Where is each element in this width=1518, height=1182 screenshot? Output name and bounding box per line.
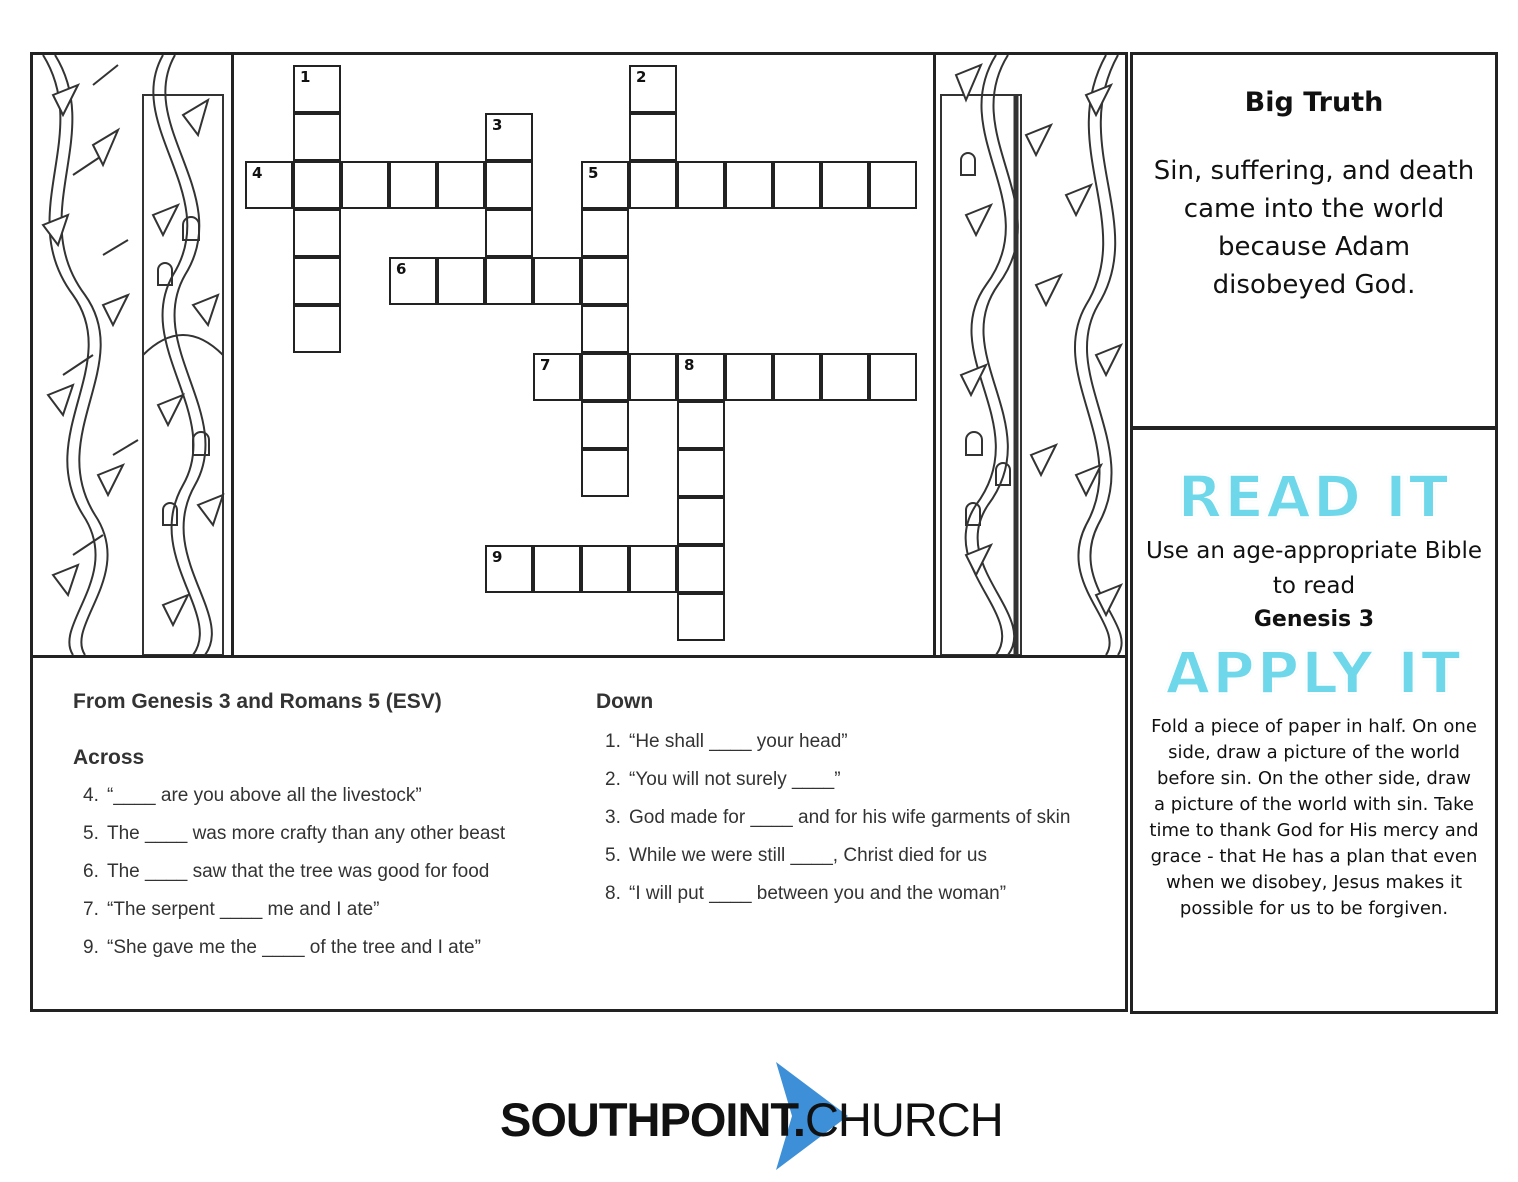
crossword-cell[interactable] [485, 161, 533, 209]
crossword-cell[interactable] [437, 161, 485, 209]
logo-dot: . [792, 1093, 805, 1146]
crossword-cell[interactable] [581, 353, 629, 401]
clue-number: 6 [396, 260, 407, 278]
list-item: 8. “I will put ____ between you and the woman” [605, 883, 1007, 904]
apply-it-text: Fold a piece of paper in half. On one side, draw a picture of the world before sin. On the other side, draw a picture of the world with sin. Take time to thank God for His mercy and grace - that He has a plan that even when we disobey, Jesus makes it possible for us to be forgiven. [1149, 716, 1479, 919]
crossword-cell[interactable] [437, 257, 485, 305]
down-clues [605, 728, 1075, 918]
crossword-cell[interactable] [581, 305, 629, 353]
big-truth-box [1130, 52, 1498, 429]
crossword-cell[interactable] [677, 401, 725, 449]
list-item: 6. The ____ saw that the tree was good for food [83, 861, 490, 882]
clue-number: 1 [300, 68, 311, 86]
crossword-cell[interactable] [485, 257, 533, 305]
thorn-border-right [933, 55, 1131, 655]
crossword-cell[interactable] [677, 497, 725, 545]
crossword-cell[interactable] [677, 161, 725, 209]
clue-number: 4 [252, 164, 263, 182]
crossword-cell[interactable] [869, 353, 917, 401]
crossword-cell[interactable] [821, 353, 869, 401]
list-item: 5. While we were still ____, Christ died for us [605, 845, 987, 866]
crossword-cell[interactable] [533, 353, 581, 401]
crossword-cell[interactable] [581, 545, 629, 593]
clue-number: 5 [588, 164, 599, 182]
crossword-cell[interactable] [245, 161, 293, 209]
crossword-cell[interactable] [485, 113, 533, 161]
read-it-text: Use an age-appropriate Bible to read [1145, 538, 1483, 599]
clues-section [33, 658, 1125, 1012]
southpoint-logo [500, 1062, 1020, 1172]
list-item: 4. “____ are you above all the livestock” [83, 785, 422, 806]
crossword-cell[interactable] [773, 353, 821, 401]
crossword-cell[interactable] [773, 161, 821, 209]
clue-source: From Genesis 3 and Romans 5 (ESV) [73, 690, 442, 713]
list-item: 7. “The serpent ____ me and I ate” [83, 899, 380, 920]
crossword-cell[interactable] [581, 449, 629, 497]
clue-number: 7 [540, 356, 551, 374]
crossword-cell[interactable] [629, 65, 677, 113]
crossword-cell[interactable] [629, 545, 677, 593]
crossword-cell[interactable] [725, 161, 773, 209]
list-item: 5. The ____ was more crafty than any other beast [83, 823, 506, 844]
crossword-cell[interactable] [533, 545, 581, 593]
logo-text-bold: SOUTHPOINT [500, 1093, 793, 1146]
crossword-cell[interactable] [821, 161, 869, 209]
crossword-cell[interactable] [677, 353, 725, 401]
crossword-cell[interactable] [293, 209, 341, 257]
crossword-grid [231, 55, 933, 655]
clue-number: 9 [492, 548, 503, 566]
crossword-cell[interactable] [581, 161, 629, 209]
crossword-cell[interactable] [389, 257, 437, 305]
crossword-cell[interactable] [629, 113, 677, 161]
apply-it-title: APPLY IT [1165, 639, 1463, 707]
crossword-cell[interactable] [629, 353, 677, 401]
big-truth-text: Sin, suffering, and death came into the world because Adam disobeyed God. [1153, 156, 1475, 300]
read-apply-box [1130, 427, 1498, 1014]
crossword-cell[interactable] [581, 257, 629, 305]
clue-number: 8 [684, 356, 695, 374]
crossword-cell[interactable] [293, 113, 341, 161]
crossword-cell[interactable] [485, 545, 533, 593]
read-it-reference: Genesis 3 [1253, 607, 1375, 632]
crossword-cell[interactable] [389, 161, 437, 209]
crossword-cell[interactable] [293, 257, 341, 305]
crossword-cell[interactable] [725, 353, 773, 401]
thorn-border-left [33, 55, 234, 655]
list-item: 3. God made for ____ and for his wife garments of skin [605, 807, 1071, 828]
list-item: 1. “He shall ____ your head” [605, 731, 848, 752]
crossword-cell[interactable] [293, 305, 341, 353]
crossword-cell[interactable] [581, 209, 629, 257]
across-heading: Across [73, 746, 145, 769]
crossword-cell[interactable] [677, 545, 725, 593]
crossword-frame [30, 52, 1128, 1012]
across-clues [83, 782, 553, 972]
list-item: 2. “You will not surely ____” [605, 769, 841, 790]
crossword-cell[interactable] [533, 257, 581, 305]
crossword-cell[interactable] [293, 161, 341, 209]
clue-number: 3 [492, 116, 503, 134]
crossword-cell[interactable] [581, 401, 629, 449]
crossword-cell[interactable] [341, 161, 389, 209]
down-heading: Down [596, 690, 654, 713]
clue-number: 2 [636, 68, 647, 86]
crossword-cell[interactable] [629, 161, 677, 209]
crossword-cell[interactable] [869, 161, 917, 209]
crossword-cell[interactable] [677, 449, 725, 497]
crossword-cell[interactable] [293, 65, 341, 113]
logo-text-thin: CHURCH [804, 1093, 1003, 1146]
list-item: 9. “She gave me the ____ of the tree and I ate” [83, 937, 481, 958]
crossword-cell[interactable] [677, 593, 725, 641]
read-it-title: READ IT [1177, 463, 1451, 531]
crossword-cell[interactable] [485, 209, 533, 257]
big-truth-title: Big Truth [1244, 87, 1384, 118]
